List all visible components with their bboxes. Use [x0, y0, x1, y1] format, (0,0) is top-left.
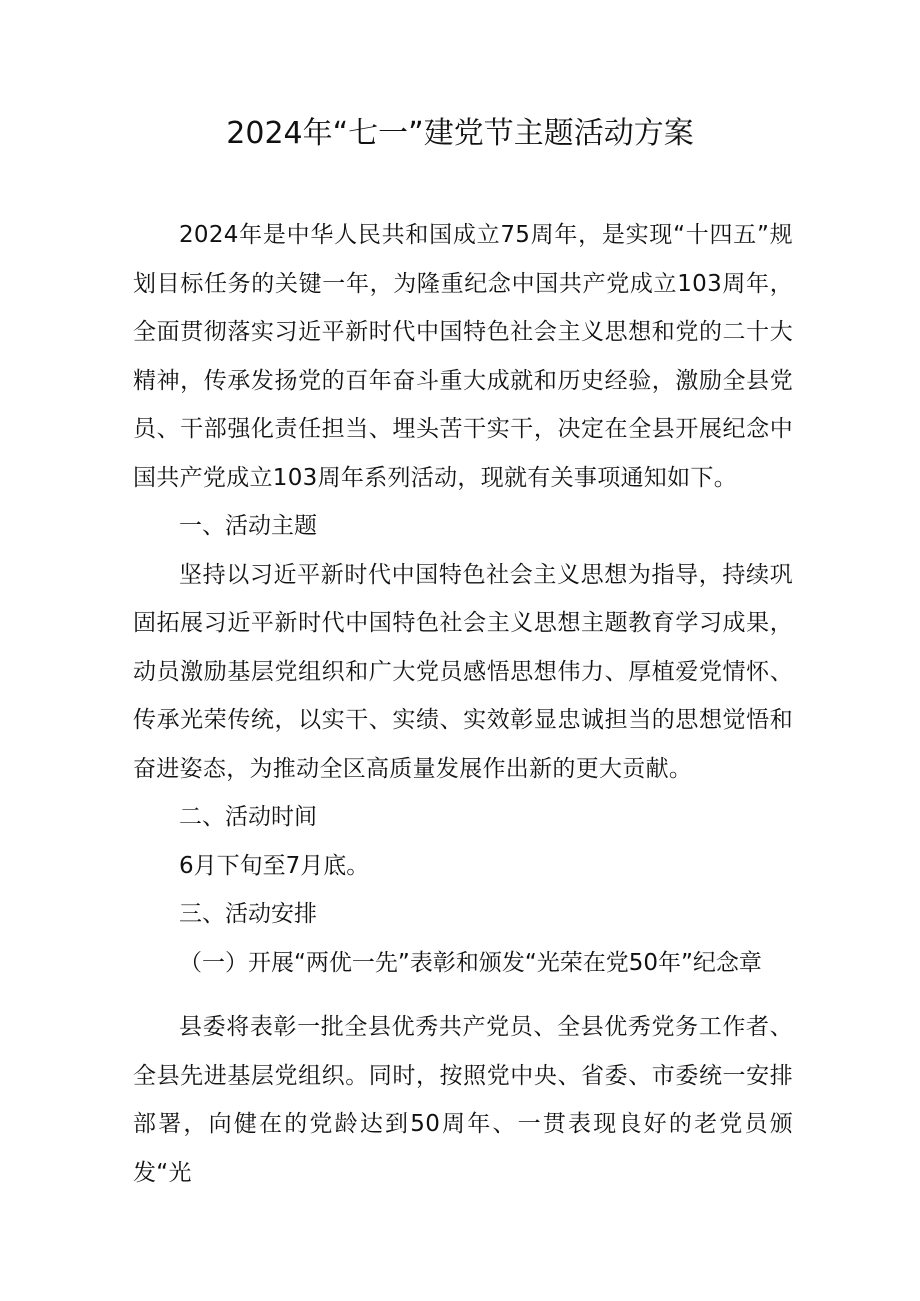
commendation-paragraph: 县委将表彰一批全县优秀共产党员、全县优秀党务工作者、全县先进基层党组织。同时，按照党中央、省委、市委统一安排部署，向健在的党龄达到50周年、一贯表现良好的老党员颁发“光 — [133, 1014, 793, 1186]
section-heading-arrangement: 三、活动安排 — [179, 901, 317, 927]
intro-paragraph: 2024年是中华人民共和国成立75周年，是实现“十四五”规划目标任务的关键一年，为隆重纪念中国共产党成立103周年，全面贯彻落实习近平新时代中国特色社会主义思想和党的二十大精神，传承发扬党的百年奋斗重大成就和历史经验，激励全县党员、干部强化责任担当、埋头苦干实干，决定在全县开展纪念中国共产党成立103周年系列活动，现就有关事项通知如下。 — [133, 222, 793, 491]
document-title: 2024年“七一”建党节主题活动方案 — [226, 116, 694, 151]
section-heading-time: 二、活动时间 — [179, 804, 317, 830]
section-heading-theme: 一、活动主题 — [179, 513, 317, 539]
document-body — [133, 211, 793, 1197]
theme-paragraph: 坚持以习近平新时代中国特色社会主义思想为指导，持续巩固拓展习近平新时代中国特色社会主义思想主题教育学习成果，动员激励基层党组织和广大党员感悟思想伟力、厚植爱党情怀、传承光荣传统，以实干、实绩、实效彰显忠诚担当的思想觉悟和奋进姿态，为推动全区高质量发展作出新的更大贡献。 — [133, 561, 793, 782]
time-paragraph: 6月下旬至7月底。 — [179, 852, 370, 879]
sub-heading-commendation: （一）开展“两优一先”表彰和颁发“光荣在党50年”纪念章 — [179, 949, 762, 976]
